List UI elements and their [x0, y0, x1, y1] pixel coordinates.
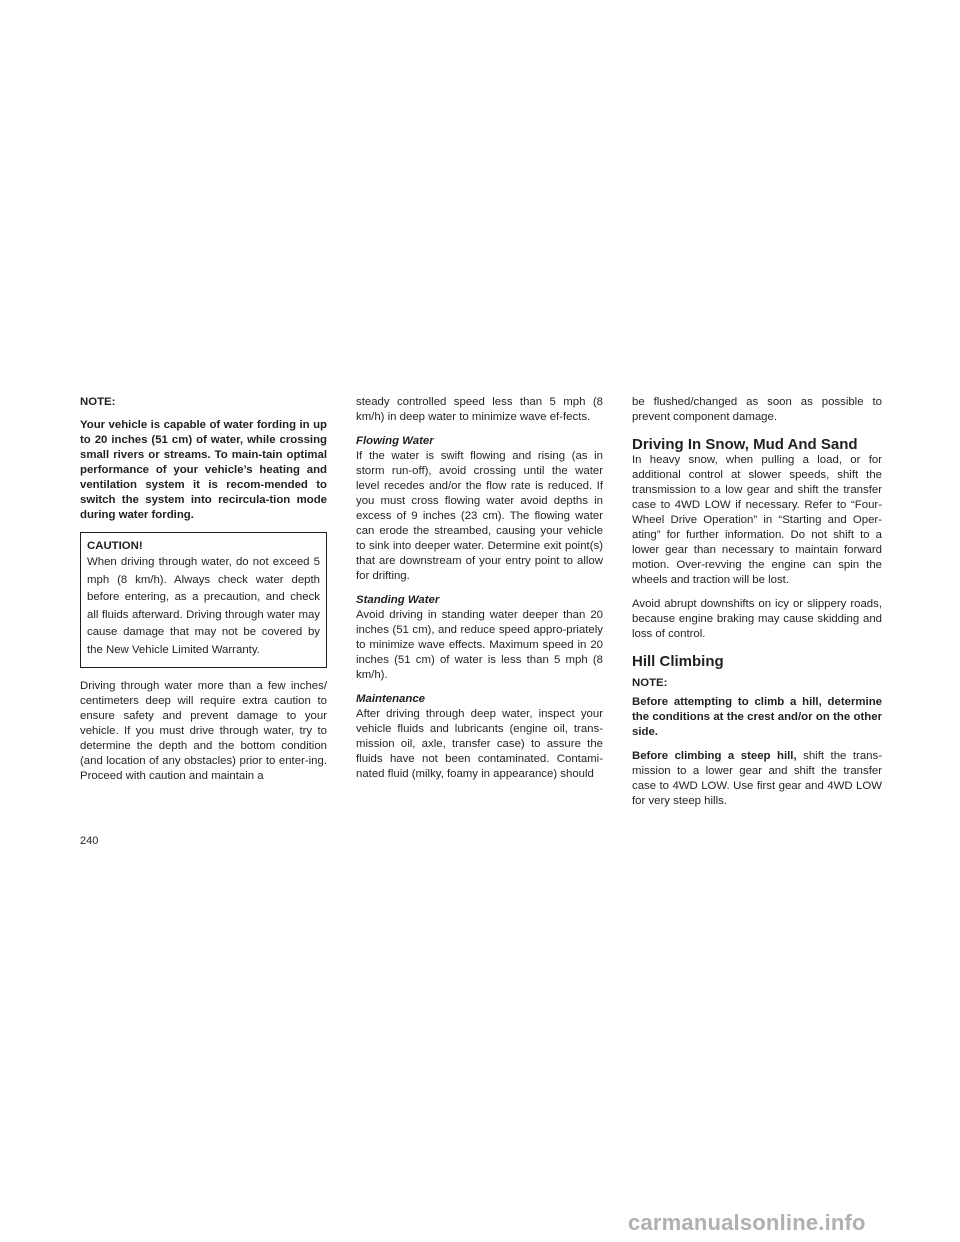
steep-hill-paragraph: [632, 749, 882, 809]
column-left: [80, 395, 327, 793]
page-number: 240: [80, 835, 99, 847]
snow-text-1: In heavy snow, when pulling a load, or for additional control at slower speeds, shift the transmission to a low gear and shift the transfer case to 4WD LOW if necessary. Refer to “Four-Wheel Drive Operation” in “Starting and Oper-ating” for further information. Do not shift to a lower gear than necessary to maintain forward motion. Over-revving the engine can spin the wheels and traction will be lost.: [632, 454, 882, 586]
hill-climbing-heading: Hill Climbing: [632, 653, 724, 670]
flowing-water-text: If the water is swift flowing and rising (as in storm run-off), avoid crossing until the water level recedes and/or the flow rate is reduced. If you must cross flowing water avoid depths in excess of 9 inches (23 cm). The flowing water can erode the streambed, causing your vehicle to sink into deeper water. Determine exit point(s) that are downstream of your entry point to allow for drifting.: [356, 450, 603, 582]
note-label: NOTE:: [80, 396, 116, 408]
standing-water-text: Avoid driving in standing water deeper than 20 inches (51 cm), and reduce speed appro-priately to minimize wave effects. Maximum speed in 20 inches (51 cm) of water is less than 5 mph (8 km/h).: [356, 609, 603, 681]
caution-text: When driving through water, do not exceed 5 mph (8 km/h). Always check water depth before entering, as a precaution, and check all fluids afterward. Driving through water may cause damage that may not be covered by the New Vehicle Limited Warranty.: [87, 556, 320, 656]
caution-label: CAUTION!: [87, 540, 143, 552]
caution-box: [80, 532, 327, 668]
standing-water-heading: Standing Water: [356, 594, 440, 606]
maintenance-heading: Maintenance: [356, 693, 425, 705]
steep-hill-lead: Before climbing a steep hill,: [632, 750, 797, 762]
snow-text-2: Avoid abrupt downshifts on icy or slippery roads, because engine braking may cause skidding and loss of control.: [632, 598, 882, 640]
maintenance-text-cont: be flushed/changed as soon as possible to prevent component damage.: [632, 396, 882, 423]
note-text: Your vehicle is capable of water fording in up to 20 inches (51 cm) of water, while crossing small rivers or streams. To main-tain optimal performance of your vehicle’s heating and ventilation system it is recom-mended to switch the system into recircula-tion mode during water fording.: [80, 419, 327, 521]
hill-note-text: Before attempting to climb a hill, determine the conditions at the crest and/or on the other side.: [632, 696, 882, 738]
steep-hill-text: shift the trans-mission to a lower gear and shift the transfer case to 4WD LOW. Use first gear and 4WD LOW for very steep hills.: [632, 750, 882, 807]
watermark: carmanualsonline.info: [628, 1210, 866, 1235]
column-middle: [356, 395, 603, 791]
flowing-water-heading: Flowing Water: [356, 435, 434, 447]
snow-mud-sand-heading: Driving In Snow, Mud And Sand: [632, 436, 858, 453]
water-driving-paragraph: Driving through water more than a few inches/ centimeters deep will require extra caution to ensure safety and prevent damage to your vehicle. If you must drive through water, try to determine the depth and the bottom condition (and location of any obstacles) prior to enter-ing. Proceed with caution and maintain a: [80, 679, 327, 782]
hill-note-label: NOTE:: [632, 677, 668, 689]
maintenance-text: After driving through deep water, inspect your vehicle fluids and lubricants (engine oil, trans-mission oil, axle, transfer case) to assure the fluids have not been contaminated. Contami-nated fluid (milky, foamy in appearance) should: [356, 708, 603, 780]
water-driving-paragraph-cont: steady controlled speed less than 5 mph (8 km/h) in deep water to minimize wave ef-fects.: [356, 396, 603, 423]
column-right: [632, 395, 882, 818]
